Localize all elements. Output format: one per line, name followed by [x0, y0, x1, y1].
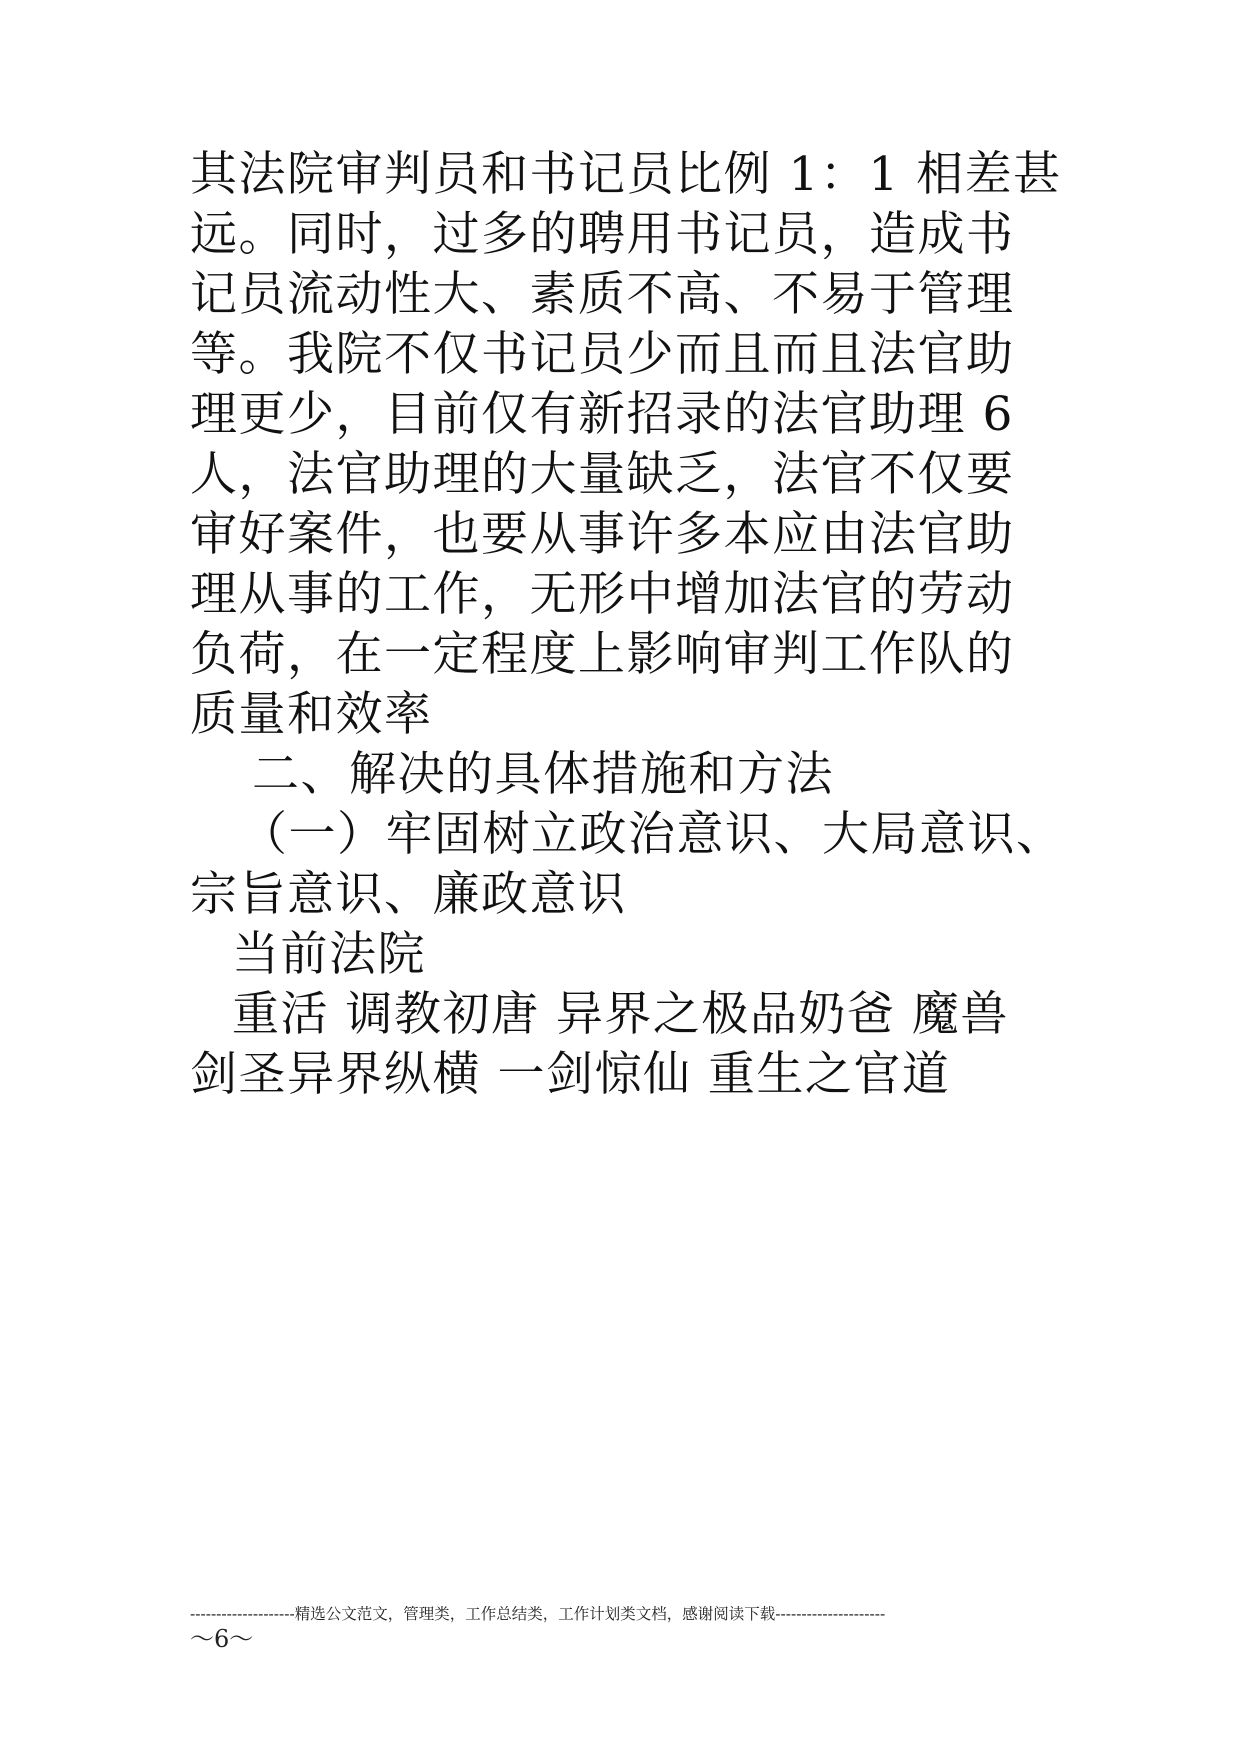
- body-line-10: 质量和效率: [190, 687, 433, 742]
- body-line-4: 等。我院不仅书记员少而且而且法官助: [190, 327, 1015, 382]
- page-number: ～6～: [190, 1625, 254, 1653]
- body-line-2: 远。同时，过多的聘用书记员，造成书: [190, 207, 1015, 262]
- paragraph-current-court: 当前法院: [232, 927, 426, 982]
- body-line-7: 审好案件，也要从事许多本应由法官助: [190, 507, 1015, 562]
- footer-note: --------------------精选公文范文，管理类，工作总结类，工作计划类文档，感谢阅读下载---------------------: [190, 1605, 886, 1623]
- body-line-1: 其法院审判员和书记员比例 1：1 相差甚: [190, 147, 1062, 202]
- extra-text-line-1: 重活 调教初唐 异界之极品奶爸 魔兽: [232, 987, 1009, 1042]
- body-line-8: 理从事的工作，无形中增加法官的劳动: [190, 567, 1015, 622]
- subsection-heading-line-1: （一）牢固树立政治意识、大局意识、: [240, 807, 1065, 862]
- body-line-9: 负荷，在一定程度上影响审判工作队的: [190, 627, 1015, 682]
- body-line-5: 理更少，目前仅有新招录的法官助理 6: [190, 387, 1014, 442]
- section-heading: 二、解决的具体措施和方法: [252, 747, 834, 802]
- extra-text-line-2: 剑圣异界纵横 一剑惊仙 重生之官道: [190, 1047, 951, 1102]
- body-text: [190, 145, 1065, 1105]
- subsection-heading-line-2: 宗旨意识、廉政意识: [190, 867, 627, 922]
- body-line-3: 记员流动性大、素质不高、不易于管理: [190, 267, 1015, 322]
- body-line-6: 人，法官助理的大量缺乏，法官不仅要: [190, 447, 1015, 502]
